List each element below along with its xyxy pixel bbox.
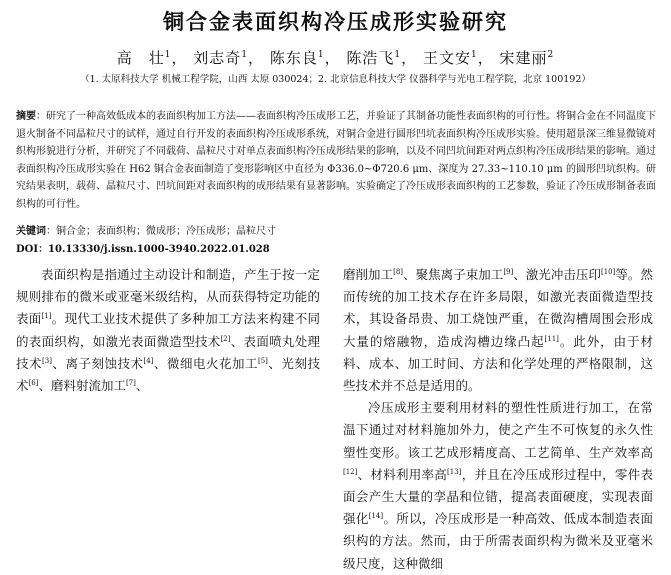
- author[interactable]: 宋建丽$^2$: [499, 49, 555, 67]
- citation-ref[interactable]: [3]: [42, 356, 52, 365]
- body-text: 、磨料射流加工: [38, 378, 126, 394]
- author[interactable]: 陈浩飞$^1$: [346, 49, 402, 67]
- doi-link[interactable]: ：10.13330/j.issn.1000-3940.2022.01.028: [38, 244, 270, 255]
- citation-ref[interactable]: [6]: [28, 378, 39, 387]
- citation-ref[interactable]: [12]: [343, 467, 358, 476]
- body-paragraph: [16, 264, 320, 397]
- author-list: 高 壮$^1$， 刘志奇$^1$， 陈东良$^1$， 陈浩飞$^1$， 王文安$^1$， 宋建丽$^2$: [116, 49, 555, 67]
- citation-ref[interactable]: [1]: [41, 312, 52, 321]
- body-text: 、激光冲击压印: [513, 267, 601, 282]
- body-text: 、材料利用率高: [357, 466, 448, 482]
- author[interactable]: 刘志奇$^1$: [193, 49, 249, 67]
- affiliation: （1. 太原科技大学 机械工程学院，山西 太原 030024；2. 北京信息科技大学 仪器科学与光电工程学院，北京 100192）: [80, 74, 591, 85]
- doi: [16, 240, 656, 255]
- paper-title: 铜合金表面织构冷压成形实验研究: [163, 10, 508, 34]
- citation-ref[interactable]: [9]: [503, 267, 514, 276]
- doi-label: DOI: [16, 244, 39, 255]
- body-text: 、微细电火花加工: [153, 355, 258, 371]
- citation-ref[interactable]: [4]: [143, 356, 154, 365]
- citation-ref[interactable]: [14]: [368, 512, 384, 521]
- abstract: [16, 108, 656, 214]
- body-column-left: [16, 264, 320, 397]
- keywords-label: 关键词: [16, 226, 46, 237]
- citation-ref[interactable]: [7]: [125, 378, 136, 387]
- body-text: 。所以，冷压成形是一种高效、低成本制造表面织构的方法。然而，由于所需表面织构为微米及亚毫米级尺度，这种微细: [343, 511, 653, 571]
- body-paragraph: [343, 264, 653, 397]
- abstract-text: ：研究了一种高效低成本的表面织构加工方法——表面织构冷压成形工艺，并验证了其制备功能性表面织构的可行性。将铜合金在不同温度下退火制备不同晶粒尺寸的试样，通过自行开发的表面织构冷压成形系统，对铜合金进行圆形凹坑表面织构冷压成形实验。使用超景深三维显微镜对织构形貌进行分析，并研究了不同载荷、晶粒尺寸对单点表面织构冷压成形结果的影响，以及不同凹坑间距对两点织构冷压成形结果的影响。通过表面织构冷压成形实验在 H62 铜合金表面制造了变形影响区中直径为 Φ336.0~Φ720.6 μm、深度为 27.33~110.10 μm 的圆形凹坑织构。研究结果表明，载荷、晶粒尺寸、凹坑间距对表面织构的成形结果有显著影响。实验确定了冷压成形表面织构的工艺参数，验证了冷压成形制备表面织构的可行性。: [16, 111, 656, 210]
- citation-ref[interactable]: [10]: [601, 267, 616, 276]
- body-paragraph: [343, 397, 653, 575]
- citation-ref[interactable]: [13]: [447, 467, 462, 476]
- body-text: 、光刻技术: [16, 355, 320, 394]
- keywords: [16, 222, 656, 237]
- body-text: 表面织构是指通过主动设计和制造，产生于按一定规则排布的微米或亚毫米级结构，从而获得特定功能的表面: [16, 267, 320, 327]
- body-text: 、: [135, 378, 149, 394]
- body-text: 。现代工业技术提供了多种加工方法来构建不同的表面织构，如激光表面微造型技术: [16, 311, 320, 349]
- author[interactable]: 王文安$^1$: [422, 49, 478, 67]
- body-text: 、聚焦离子束加工: [403, 267, 504, 282]
- citation-ref[interactable]: [5]: [258, 356, 268, 365]
- keywords-text: ：铜合金；表面织构；微成形；冷压成形；晶粒尺寸: [46, 226, 276, 237]
- body-text: 、表面喷丸处理技术: [16, 333, 320, 371]
- citation-ref[interactable]: [8]: [393, 267, 404, 276]
- body-column-right: [343, 264, 653, 575]
- body-text: 磨削加工: [343, 267, 394, 282]
- body-text: 、离子刻蚀技术: [51, 355, 144, 371]
- author[interactable]: 陈东良$^1$: [269, 49, 325, 67]
- body-text: 冷压成形主要利用材料的塑性性质进行加工，在常温下通过对材料施加外力，使之产生不可恢复的永久性塑性变形。该工艺成形精度高、工艺简单、生产效率高: [343, 400, 653, 460]
- body-text: 。此外，由于材料、成本、加工时间、方法和化学处理的严格限制，这些技术并不总是适用的。: [343, 333, 653, 394]
- body-text: 等。然而传统的加工技术存在许多局限，如激光表面微造型技术，其设备昂贵、加工烧蚀严重，在微沟槽周围会形成大量的熔融物，造成沟槽边缘凸起: [343, 267, 653, 349]
- body-text: ，并且在冷压成形过程中，零件表面会产生大量的孪晶和位错，提高表面硬度，实现表面强化: [343, 466, 653, 527]
- citation-ref[interactable]: [11]: [544, 334, 559, 343]
- author[interactable]: 高 壮$^1$: [116, 49, 172, 67]
- citation-ref[interactable]: [2]: [220, 334, 231, 343]
- abstract-label: 摘要: [16, 111, 36, 122]
